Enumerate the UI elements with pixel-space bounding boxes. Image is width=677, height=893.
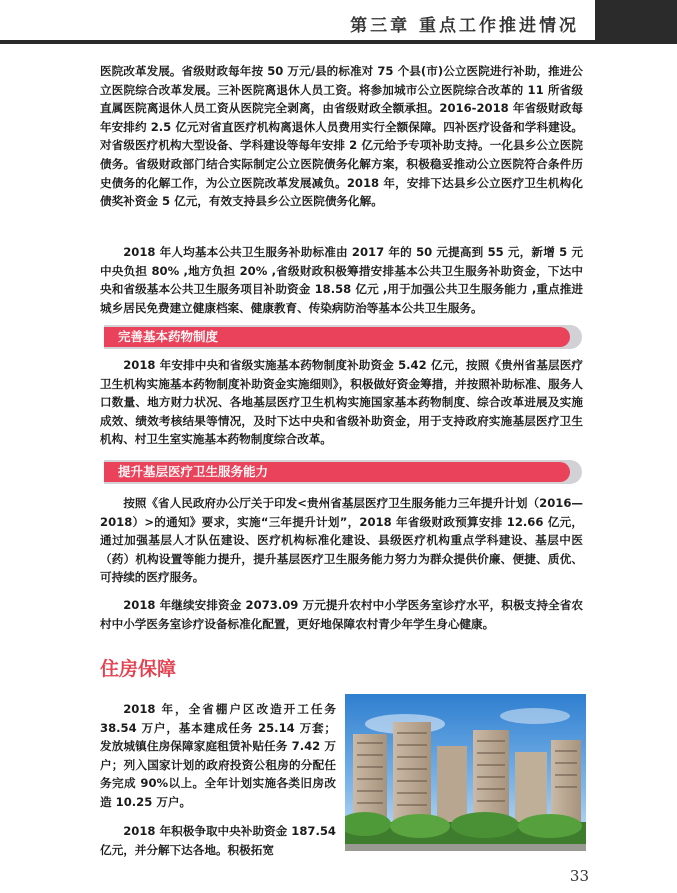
paragraph-housing-funds: 2018 年积极争取中央补助资金 187.54 亿元，并分解下达各地。积极拓宽 (100, 824, 336, 857)
paragraph-housing-tasks: 2018 年，全省棚户区改造开工任务 38.54 万户，基本建成任务 25.14 万套；发放城镇住房保障家庭租赁补贴任务 7.42 万户；列入国家计划的政府投资公租房的分配任务完成 90%以上。全年计划实施各类旧房改造 10.25 万户。 (100, 702, 336, 809)
heading-housing: 住房保障 (100, 658, 177, 680)
paragraph-public-health: 2018 年人均基本公共卫生服务补助标准由 2017 年的 50 元提高到 55 元，新增 5 元中央负担 80% ,地方负担 20% ,省级财政积极筹措安排基本公共卫生服务补助资金，下达中央和省级基本公共卫生服务项目补助资金 18.58 亿元 ,用于加强公共卫生服务能力 ,重点推进城乡居民免费建立健康档案、健康教育、传染病防治等基本公共卫生服务。 (100, 245, 583, 315)
section-title-primary-care: 提升基层医疗卫生服务能力 (118, 464, 269, 479)
paragraph-essential-drugs: 2018 年安排中央和省级实施基本药物制度补助资金 5.42 亿元，按照《贵州省基层医疗卫生机构实施基本药物制度补助资金实施细则》，积极做好资金筹措，并按照补助标准、服务人口数量、地方财力状况、各地基层医疗卫生机构实施国家基本药物制度、综合改革进展及实施成效、绩效考核结果等情况，及时下达中央和省级补助资金，用于支持政府实施基层医疗卫生机构、村卫生室实施基本药物制度综合改革。 (100, 358, 583, 447)
chapter-title: 第三章 重点工作推进情况 (350, 16, 579, 36)
section-title-essential-drugs: 完善基本药物制度 (118, 329, 219, 344)
page-header (0, 0, 677, 44)
paragraph-hospital-reform: 医院改革发展。省级财政每年按 50 万元/县的标准对 75 个县(市)公立医院进行补助，推进公立医院综合改革发展。三补医院离退休人员工资。将参加城市公立医院综合改革的 11 所省级直属医院离退休人员工资从医院完全剥离，由省级财政全额承担。2016-2018 年省级财政每年安排约 2.5 亿元对省直医疗机构离退休人员费用实行全额保障。四补医疗设备和学科建设。对省级医疗机构大型设备、学科建设等每年安排 2 亿元给予专项补助支持。一化县乡公立医院债务。省级财政部门结合实际制定公立医院债务化解方案，积极稳妥推动公立医院符合条件历史债务的化解工作，为公立医院改革发展减负。2018 年，安排下达县乡公立医疗卫生机构化债奖补资金 5 亿元，有效支持县乡公立医院债务化解。 (100, 64, 583, 209)
page-number: 33 (569, 867, 589, 885)
section-bar-primary-care (104, 460, 582, 484)
paragraph-school-clinics: 2018 年继续安排资金 2073.09 万元提升农村中小学医务室诊疗水平，积极支持全省农村中小学医务室诊疗设备标准化配置，更好地保障农村青少年学生身心健康。 (100, 598, 583, 631)
apartment-buildings-photo (345, 694, 586, 851)
section-bar-essential-drugs (104, 325, 582, 349)
header-dark-tab (595, 0, 677, 40)
paragraph-primary-care: 按照《省人民政府办公厅关于印发<贵州省基层医疗卫生服务能力三年提升计划（2016—2018）>的通知》要求，实施“三年提升计划”，2018 年省级财政预算安排 12.66 亿元，通过加强基层人才队伍建设、医疗机构标准化建设、县级医疗机构重点学科建设、基层中医（药）机构设置等能力提升，提升基层医疗卫生服务能力努力为群众提供价廉、便捷、质优、可持续的医疗服务。 (100, 496, 583, 585)
